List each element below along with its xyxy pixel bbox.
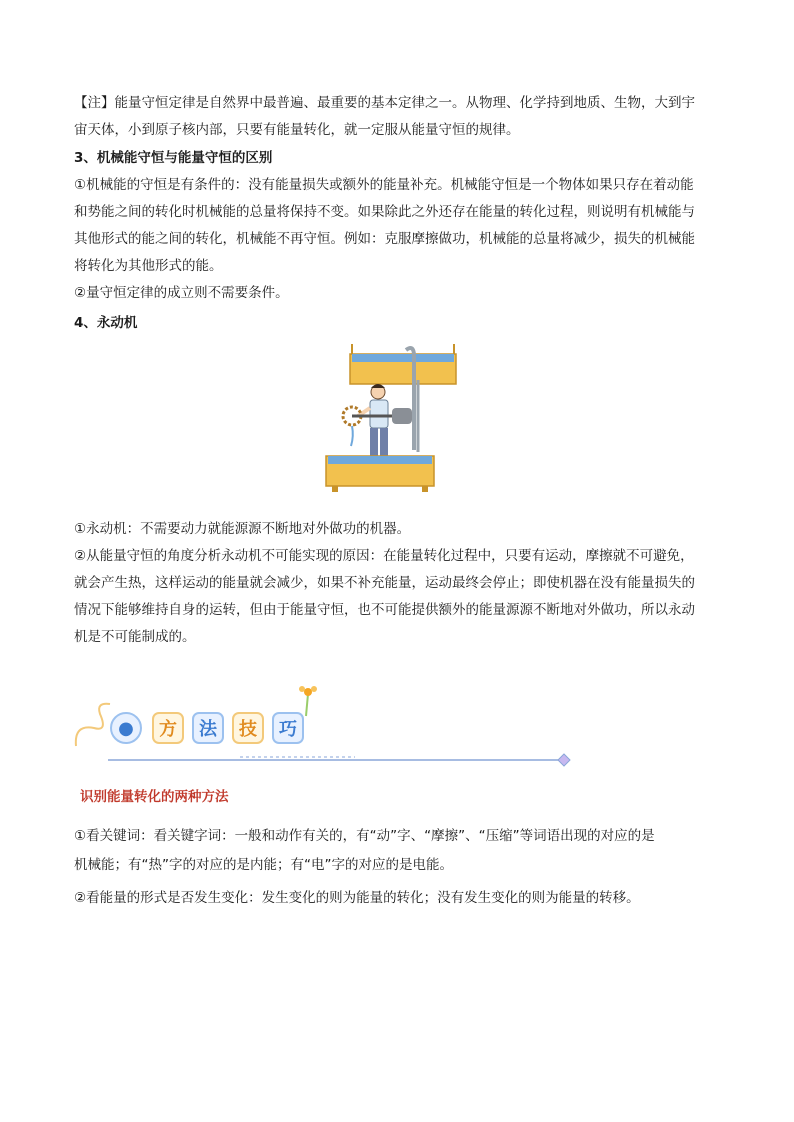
section-4-p2-line-4: 机是不可能制成的。: [74, 629, 196, 645]
banner-char-1: 方: [152, 712, 184, 744]
banner-char-4: 巧: [272, 712, 304, 744]
banner-char-2: 法: [192, 712, 224, 744]
banner-bulb-icon: ●: [110, 712, 142, 744]
section-3-paragraph-1: [74, 172, 724, 280]
section-3-p1-line-3: 其他形式的能之间的转化，机械能不再守恒。例如：克服摩擦做功，机械能的总量将减少，损失的机械能: [74, 231, 695, 247]
section-4-p2-line-2: 就会产生热，这样运动的能量就会减少，如果不补充能量，运动最终会停止；即使机器在没有能量损失的: [74, 575, 695, 591]
note-paragraph: [74, 90, 724, 144]
note-line-2: 宙天体，小到原子核内部，只要有能量转化，就一定服从能量守恒的规律。: [74, 122, 520, 138]
section-4-p2-line-3: 情况下能够维持自身的运转，但由于能量守恒，也不可能提供额外的能量源源不断地对外做功，所以永动: [74, 602, 695, 618]
banner-char-3: 技: [232, 712, 264, 744]
note-line-1: 【注】能量守恒定律是自然界中最普遍、最重要的基本定律之一。从物理、化学持到地质、生物，大到宇: [74, 95, 695, 111]
section-3-p1-line-2: 和势能之间的转化时机械能的总量将保持不变。如果除此之外还存在能量的转化过程，则说明有机械能与: [74, 204, 695, 220]
section-banner-decoration: [70, 684, 580, 774]
method-p1-line-2: 机械能；有“热”字的对应的是内能；有“电”字的对应的是电能。: [74, 857, 453, 873]
method-paragraph-2: ②看能量的形式是否发生变化：发生变化的则为能量的转化；没有发生变化的则为能量的转移。: [74, 890, 640, 906]
section-3-p1-line-1: ①机械能的守恒是有条件的：没有能量损失或额外的能量补充。机械能守恒是一个物体如果只存在着动能: [74, 177, 694, 193]
section-4-paragraph-1: ①永动机：不需要动力就能源源不断地对外做功的机器。: [74, 521, 411, 537]
section-4-heading: 4、永动机: [74, 315, 138, 331]
section-3-paragraph-2: ②量守恒定律的成立则不需要条件。: [74, 285, 289, 301]
section-4-p2-line-1: ②从能量守恒的角度分析永动机不可能实现的原因：在能量转化过程中，只要有运动，摩擦就不可避免，: [74, 548, 694, 564]
method-p1-line-1: ①看关键词：看关键字词：一般和动作有关的，有“动”字、“摩擦”、“压缩”等词语出现的对应的是: [74, 828, 655, 844]
section-3-p1-line-4: 将转化为其他形式的能。: [74, 258, 223, 274]
section-3-heading: 3、机械能守恒与能量守恒的区别: [74, 150, 273, 166]
section-4-paragraph-2: [74, 543, 724, 651]
perpetual-motion-machine-illustration: [318, 340, 478, 506]
method-paragraph-1: [74, 822, 724, 880]
method-heading: 识别能量转化的两种方法: [80, 789, 229, 805]
